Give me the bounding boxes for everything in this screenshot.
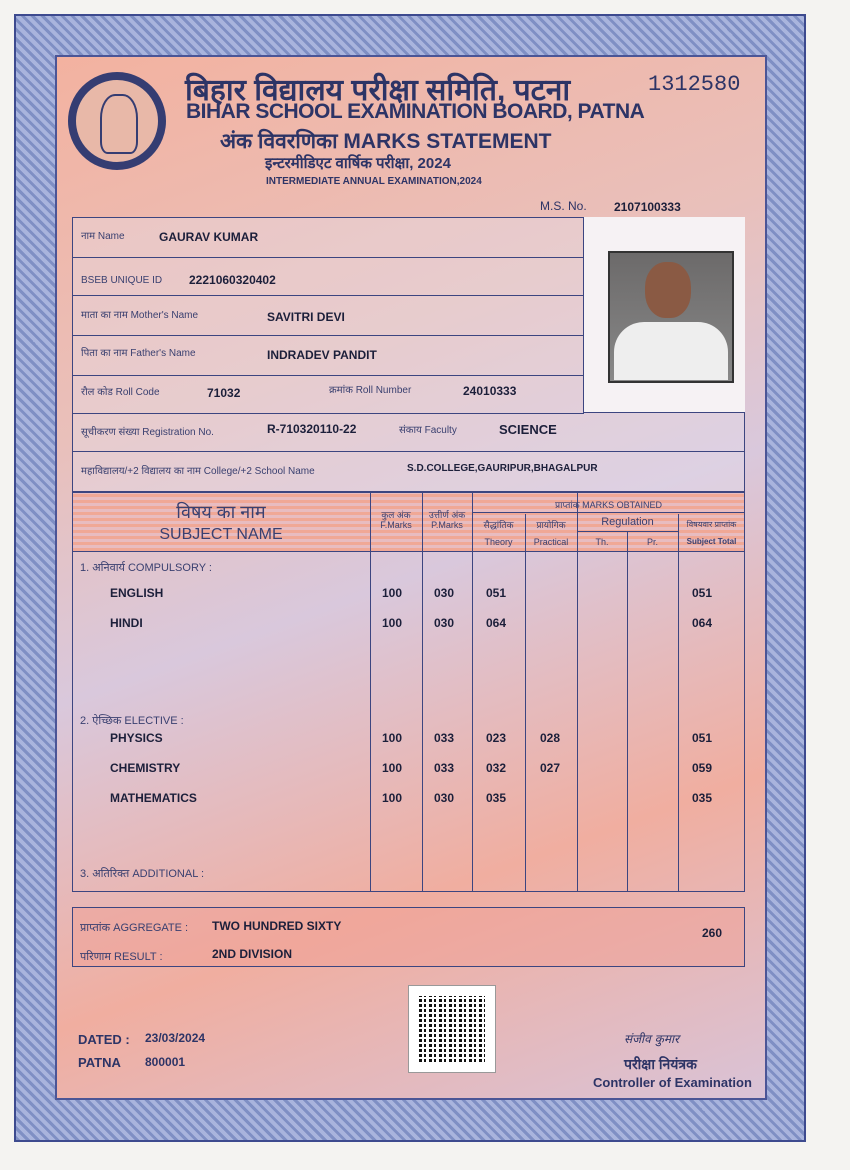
college-label: महाविद्यालय/+2 विद्यालय का नाम College/+2 School Name	[81, 466, 315, 477]
subject-total-hindi: विषयवार प्राप्तांक	[686, 520, 737, 529]
result-label: परिणाम RESULT :	[80, 951, 163, 963]
aggregate-label: प्राप्तांक AGGREGATE :	[80, 922, 189, 934]
faculty: SCIENCE	[499, 422, 557, 437]
board-seal-logo	[68, 72, 166, 170]
theory-marks: 035	[485, 791, 507, 805]
ms-label: M.S. No.	[540, 199, 587, 213]
pass-marks: 033	[433, 731, 455, 745]
controller-title: Controller of Examination	[593, 1075, 752, 1090]
subject-header: SUBJECT NAME	[159, 526, 283, 543]
roll-code: 71032	[207, 386, 241, 400]
theory-marks: 023	[485, 731, 507, 745]
regulation-header: Regulation	[601, 516, 654, 528]
photo-shirt	[614, 322, 728, 380]
roll-code-label: रौल कोड Roll Code	[81, 387, 160, 398]
full-marks: 100	[381, 586, 403, 600]
subject-name: MATHEMATICS	[110, 791, 197, 805]
uid-label: BSEB UNIQUE ID	[81, 275, 163, 286]
qr-code	[408, 985, 496, 1073]
practical-header: Practical	[533, 537, 569, 547]
pin: 800001	[145, 1055, 186, 1069]
date: 23/03/2024	[145, 1031, 206, 1045]
father-label: पिता का नाम Father's Name	[81, 348, 196, 359]
pass-marks: 030	[433, 791, 455, 805]
full-marks-header: F.Marks	[380, 520, 412, 530]
aggregate-total: 260	[702, 926, 723, 940]
subject-name: HINDI	[110, 616, 143, 630]
full-marks-hindi: कुल अंक	[381, 510, 411, 520]
pass-marks-header: P.Marks	[431, 520, 463, 530]
full-marks: 100	[381, 731, 403, 745]
pass-marks: 030	[433, 616, 455, 630]
pass-marks-hindi: उत्तीर्ण अंक	[428, 510, 466, 520]
dated-label: DATED :	[78, 1032, 130, 1047]
signature: संजीव कुमार	[624, 1032, 680, 1046]
roll-number-label: क्रमांक Roll Number	[329, 385, 412, 396]
statement-title: अंक विवरणिका MARKS STATEMENT	[220, 130, 552, 153]
student-name: GAURAV KUMAR	[159, 230, 259, 244]
mother-name: SAVITRI DEVI	[267, 310, 345, 324]
subject-name: PHYSICS	[110, 731, 163, 745]
subject-name: ENGLISH	[110, 586, 164, 600]
photo-face	[645, 262, 691, 318]
subject-total: 051	[691, 731, 713, 745]
exam-hindi: इन्टरमीडिएट वार्षिक परीक्षा, 2024	[265, 155, 451, 172]
marks-table	[72, 492, 745, 892]
college-name: S.D.COLLEGE,GAURIPUR,BHAGALPUR	[407, 463, 598, 474]
elective-section: 2. ऐच्छिक ELECTIVE :	[80, 715, 184, 727]
roll-number: 24010333	[463, 384, 517, 398]
subject-total-header: Subject Total	[686, 537, 737, 546]
exam-title: INTERMEDIATE ANNUAL EXAMINATION,2024	[266, 176, 482, 187]
subject-total: 051	[691, 586, 713, 600]
theory-marks: 064	[485, 616, 507, 630]
registration-number: R-710320110-22	[267, 422, 357, 436]
ms-number: 2107100333	[614, 200, 681, 214]
reg-practical-header: Pr.	[646, 537, 658, 547]
full-marks: 100	[381, 616, 403, 630]
aggregate-box	[72, 907, 745, 967]
subject-total: 059	[691, 761, 713, 775]
hindi-title: बिहार विद्यालय परीक्षा समिति, पटना	[185, 74, 571, 107]
theory-marks: 032	[485, 761, 507, 775]
serial-number: 1312580	[648, 72, 741, 97]
aggregate-words: TWO HUNDRED SIXTY	[212, 919, 342, 933]
subject-total: 035	[691, 791, 713, 805]
theory-hindi: सैद्धांतिक	[483, 520, 514, 530]
registration-label: सूचीकरण संख्या Registration No.	[81, 427, 214, 438]
unique-id: 2221060320402	[189, 273, 276, 287]
pass-marks: 030	[433, 586, 455, 600]
pass-marks: 033	[433, 761, 455, 775]
father-name: INDRADEV PANDIT	[267, 348, 377, 362]
theory-marks: 051	[485, 586, 507, 600]
subject-name: CHEMISTRY	[110, 761, 181, 775]
faculty-label: संकाय Faculty	[399, 425, 457, 436]
compulsory-section: 1. अनिवार्य COMPULSORY :	[80, 562, 212, 574]
subject-total: 064	[691, 616, 713, 630]
result: 2ND DIVISION	[212, 947, 293, 961]
board-title: BIHAR SCHOOL EXAMINATION BOARD, PATNA	[186, 100, 645, 123]
full-marks: 100	[381, 791, 403, 805]
full-marks: 100	[381, 761, 403, 775]
practical-hindi: प्रायोगिक	[536, 520, 566, 530]
reg-theory-header: Th.	[595, 537, 609, 547]
practical-marks: 028	[539, 731, 561, 745]
marks-obtained-header: प्राप्तांक MARKS OBTAINED	[555, 500, 662, 510]
subject-header-hindi: विषय का नाम	[176, 502, 266, 522]
theory-header: Theory	[484, 537, 513, 547]
place: PATNA	[78, 1055, 121, 1070]
practical-marks: 027	[539, 761, 561, 775]
mother-label: माता का नाम Mother's Name	[81, 310, 199, 321]
name-label: नाम Name	[81, 231, 125, 242]
additional-section: 3. अतिरिक्त ADDITIONAL :	[80, 868, 205, 880]
controller-hindi: परीक्षा नियंत्रक	[624, 1056, 697, 1072]
